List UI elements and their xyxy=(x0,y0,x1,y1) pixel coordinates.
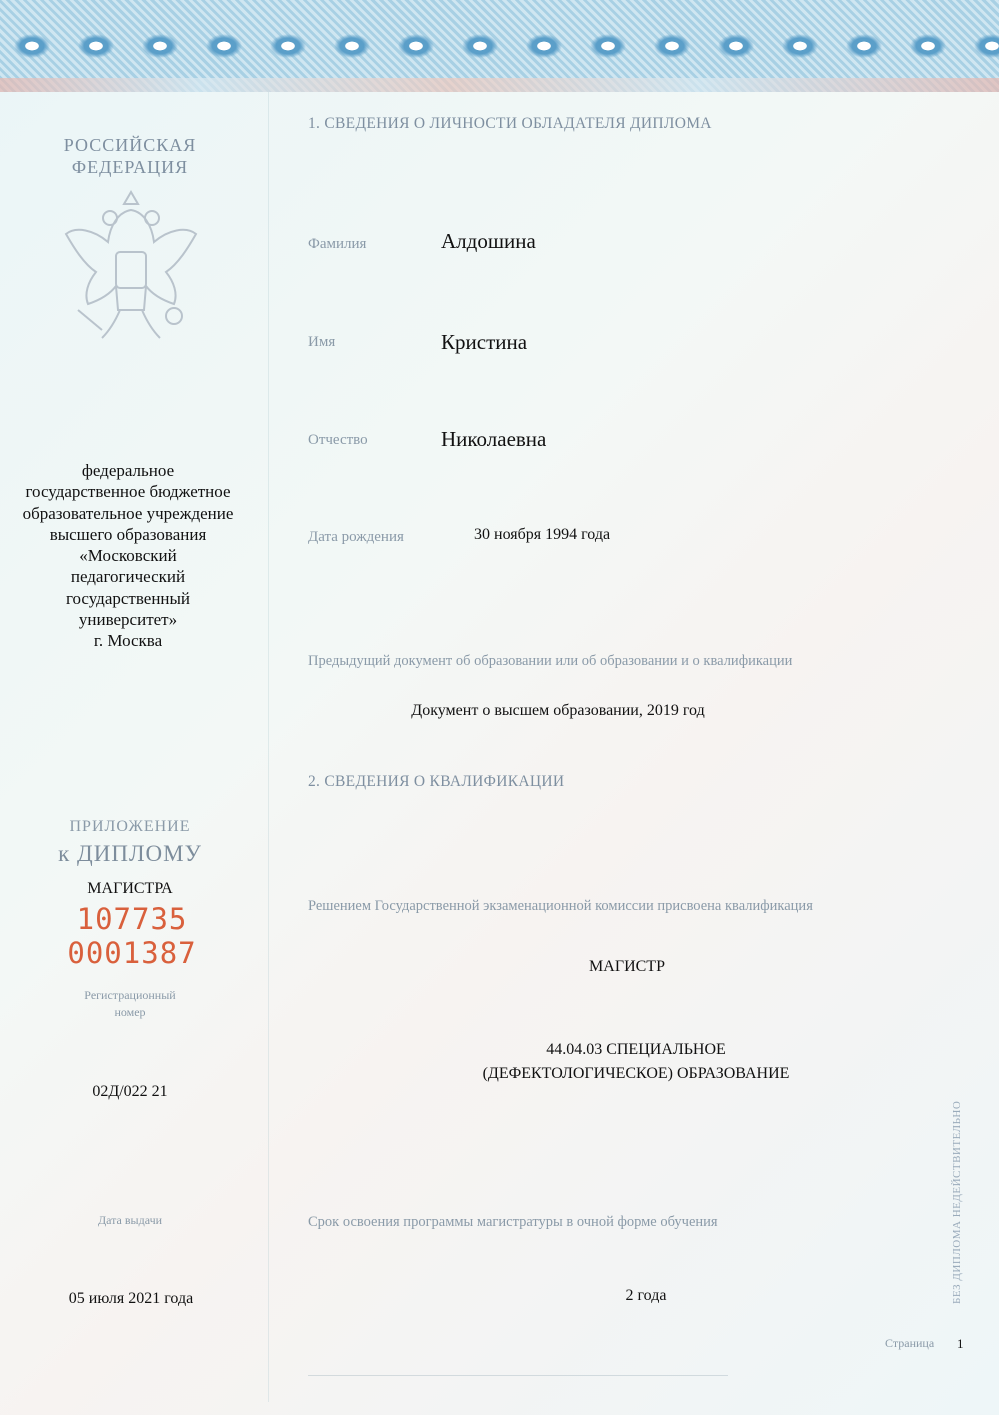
validity-note: БЕЗ ДИПЛОМА НЕДЕЙСТВИТЕЛЬНО xyxy=(951,1100,963,1305)
coat-of-arms-icon xyxy=(58,190,204,340)
institution-name xyxy=(6,460,250,652)
column-divider xyxy=(268,92,269,1402)
previous-document-label: Предыдущий документ об образовании или об образовании и о квалификации xyxy=(308,653,793,669)
program-line: (ДЕФЕКТОЛОГИЧЕСКОЕ) ОБРАЗОВАНИЕ xyxy=(482,1065,790,1082)
institution-line: федеральное xyxy=(81,461,175,480)
surname-value: Алдошина xyxy=(441,229,536,253)
registration-number: 02Д/022 21 xyxy=(92,1083,168,1100)
country-name xyxy=(40,134,220,178)
institution-line: «Московский xyxy=(79,546,177,566)
institution-line: г. Москва xyxy=(93,631,163,651)
registration-label xyxy=(60,987,200,1021)
institution-line: образовательное учреждение xyxy=(22,503,234,523)
birth-date-label: Дата рождения xyxy=(308,529,404,545)
program-line: 44.04.03 СПЕЦИАЛЬНОЕ xyxy=(546,1041,726,1058)
institution-line: университет» xyxy=(78,610,178,630)
appendix-title: ПРИЛОЖЕНИЕ xyxy=(69,818,191,835)
duration-value: 2 года xyxy=(625,1287,667,1304)
institution-line: высшего образования xyxy=(49,524,207,544)
program-name xyxy=(436,1038,836,1086)
previous-document-value: Документ о высшем образовании, 2019 год xyxy=(411,702,705,719)
decorative-guilloche-band xyxy=(0,0,999,92)
patronymic-value: Николаевна xyxy=(441,427,547,451)
qualification-decision-label: Решением Государственной экзаменационной комиссии присвоена квалификация xyxy=(308,898,813,914)
birth-date-value: 30 ноября 1994 года xyxy=(474,526,611,543)
footer-line xyxy=(308,1375,728,1376)
institution-line: государственный xyxy=(65,588,191,608)
name-label: Имя xyxy=(308,334,336,350)
page-number: 1 xyxy=(957,1336,964,1351)
registration-label-line: Регистрационный xyxy=(84,988,176,1002)
registration-label-line: номер xyxy=(114,1005,146,1019)
serial-number: 107735 0001387 xyxy=(67,902,197,970)
surname-label: Фамилия xyxy=(308,236,367,252)
qualification-value: МАГИСТР xyxy=(589,958,665,975)
country-line: ФЕДЕРАЦИЯ xyxy=(71,157,189,177)
patronymic-label: Отчество xyxy=(308,432,368,448)
institution-line: педагогический xyxy=(70,567,186,587)
section-2-title: 2. СВЕДЕНИЯ О КВАЛИФИКАЦИИ xyxy=(308,773,565,790)
duration-label: Срок освоения программы магистратуры в очной форме обучения xyxy=(308,1214,718,1230)
degree-level: МАГИСТРА xyxy=(87,880,173,897)
section-1-title: 1. СВЕДЕНИЯ О ЛИЧНОСТИ ОБЛАДАТЕЛЯ ДИПЛОМА xyxy=(308,115,712,132)
page-label: Страница xyxy=(885,1336,935,1350)
institution-line: государственное бюджетное xyxy=(25,482,231,502)
issue-date-label: Дата выдачи xyxy=(97,1213,163,1227)
country-line: РОССИЙСКАЯ xyxy=(63,135,197,155)
appendix-subtitle: к ДИПЛОМУ xyxy=(58,841,202,866)
name-value: Кристина xyxy=(441,330,528,354)
issue-date: 05 июля 2021 года xyxy=(68,1290,194,1307)
